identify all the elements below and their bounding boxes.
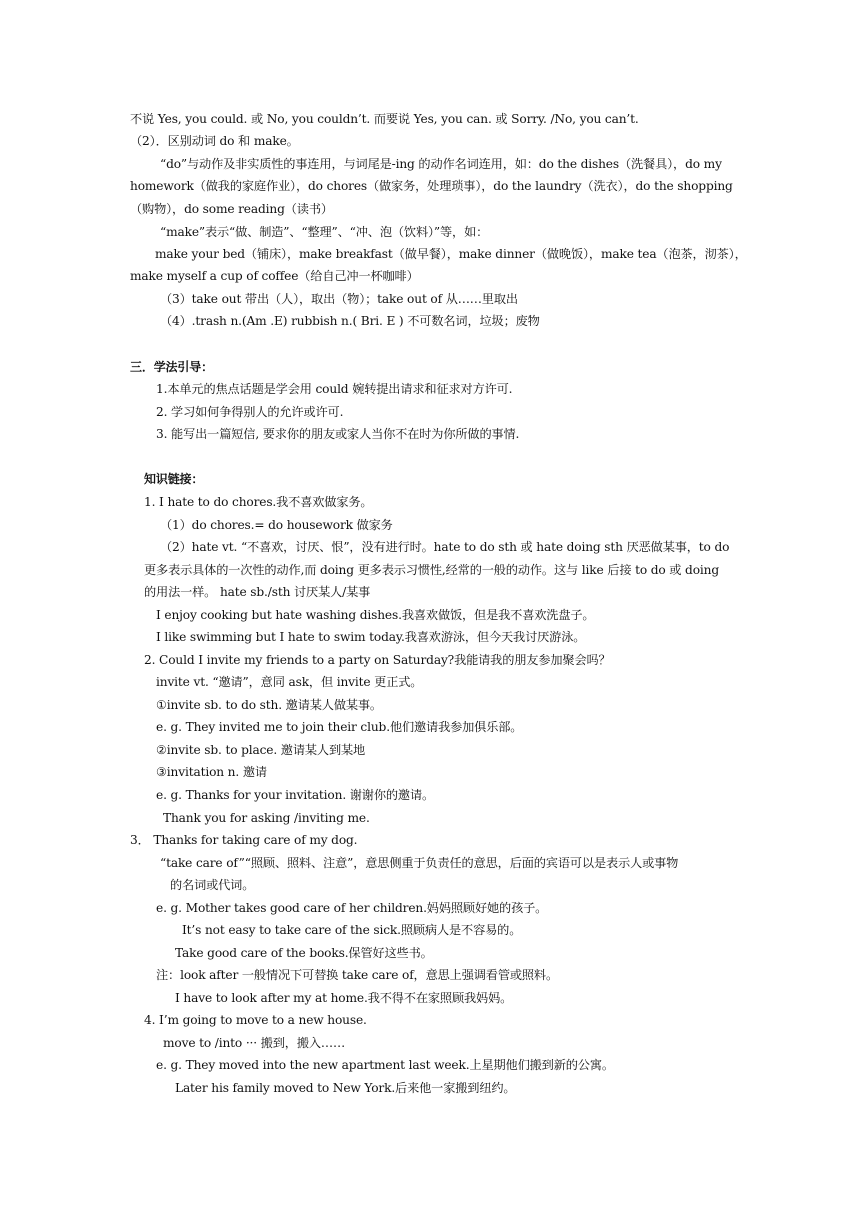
text-line: I enjoy cooking but hate washing dishes.我喜欢做饭，但是我不喜欢洗盘子。 [156, 608, 595, 622]
text-line: 4. I’m going to move to a new house. [144, 1013, 367, 1027]
text-line: （3）take out 带出（人），取出（物）；take out of 从……里取出 [160, 292, 518, 306]
text-line: I like swimming but I hate to swim today.我喜欢游泳，但今天我讨厌游泳。 [156, 630, 586, 644]
text-line: “do”与动作及非实质性的事连用，与词尾是-ing 的动作名词连用，如：do the dishes（洗餐具），do my [160, 157, 722, 171]
text-line: 1.本单元的焦点话题是学会用 could 婉转提出请求和征求对方许可. [156, 382, 513, 396]
text-line: 的用法一样。 hate sb./sth 讨厌某人/某事 [144, 585, 371, 599]
text-line: invite vt. “邀请”，意同 ask，但 invite 更正式。 [156, 675, 423, 689]
text-line: 2. Could I invite my friends to a party on Saturday?我能请我的朋友参加聚会吗？ [144, 653, 611, 667]
text-line: e. g. They moved into the new apartment last week.上星期他们搬到新的公寓。 [156, 1058, 614, 1072]
text-line: move to /into ··· 搬到，搬入…… [163, 1036, 345, 1050]
text-line: （1）do chores.= do housework 做家务 [160, 518, 393, 532]
text-line: “take care of”“照顾、照料、注意”，意思侧重于负责任的意思，后面的宾语可以是表示人或事物 [160, 856, 679, 870]
text-line: e. g. Mother takes good care of her children.妈妈照顾好她的孩子。 [156, 901, 548, 915]
text-line: make myself a cup of coffee（给自己冲一杯咖啡） [130, 269, 419, 283]
text-line: （4）.trash n.(Am .E) rubbish n.( Bri. E ) 不可数名词，垃圾；废物 [160, 314, 540, 328]
text-line: Later his family moved to New York.后来他一家搬到纽约。 [175, 1081, 516, 1095]
text-line: I have to look after my at home.我不得不在家照顾我妈妈。 [175, 991, 513, 1005]
text-line: 3． Thanks for taking care of my dog. [130, 833, 358, 847]
text-line: Take good care of the books.保管好这些书。 [175, 946, 433, 960]
text-line: homework（做我的家庭作业），do chores（做家务，处理琐事），do the laundry（洗衣），do the shopping [130, 179, 733, 193]
text-line: 3. 能写出一篇短信, 要求你的朋友或家人当你不在时为你所做的事情. [156, 427, 520, 441]
text-line: It’s not easy to take care of the sick.照顾病人是不容易的。 [182, 923, 522, 937]
section-heading: 知识链接： [144, 472, 204, 486]
text-line: 2. 学习如何争得别人的允许或许可. [156, 405, 344, 419]
text-line: make your bed（铺床），make breakfast（做早餐），make dinner（做晚饭），make tea（泡茶，沏茶）， [155, 247, 747, 261]
text-line: Thank you for asking /inviting me. [163, 811, 370, 825]
text-line: （购物），do some reading（读书） [130, 202, 333, 216]
text-line: 注：look after 一般情况下可替换 take care of，意思上强调看管或照料。 [156, 968, 559, 982]
text-line: 不说 Yes, you could. 或 No, you couldn’t. 而要说 Yes, you can. 或 Sorry. /No, you can’t. [130, 112, 639, 126]
text-line: （2）hate vt. “不喜欢，讨厌、恨”，没有进行时。hate to do sth 或 hate doing sth 厌恶做某事，to do [160, 540, 730, 554]
text-line: e. g. They invited me to join their club.他们邀请我参加俱乐部。 [156, 720, 523, 734]
text-line: e. g. Thanks for your invitation. 谢谢你的邀请。 [156, 788, 435, 802]
text-line: ①invite sb. to do sth. 邀请某人做某事。 [156, 698, 382, 712]
text-line: ②invite sb. to place. 邀请某人到某地 [156, 743, 366, 757]
text-line: ③invitation n. 邀请 [156, 765, 267, 779]
text-line: 更多表示具体的一次性的动作,而 doing 更多表示习惯性,经常的一般的动作。这与 like 后接 to do 或 doing [144, 563, 719, 577]
text-line: 的名词或代词。 [170, 878, 255, 892]
text-line: “make”表示“做、制造”、“整理”、“冲、泡（饮料）”等，如： [160, 225, 489, 239]
text-line: 1. I hate to do chores.我不喜欢做家务。 [144, 495, 373, 509]
section-heading: 三．学法引导： [130, 360, 213, 374]
text-line: （2）．区别动词 do 和 make。 [130, 134, 299, 148]
